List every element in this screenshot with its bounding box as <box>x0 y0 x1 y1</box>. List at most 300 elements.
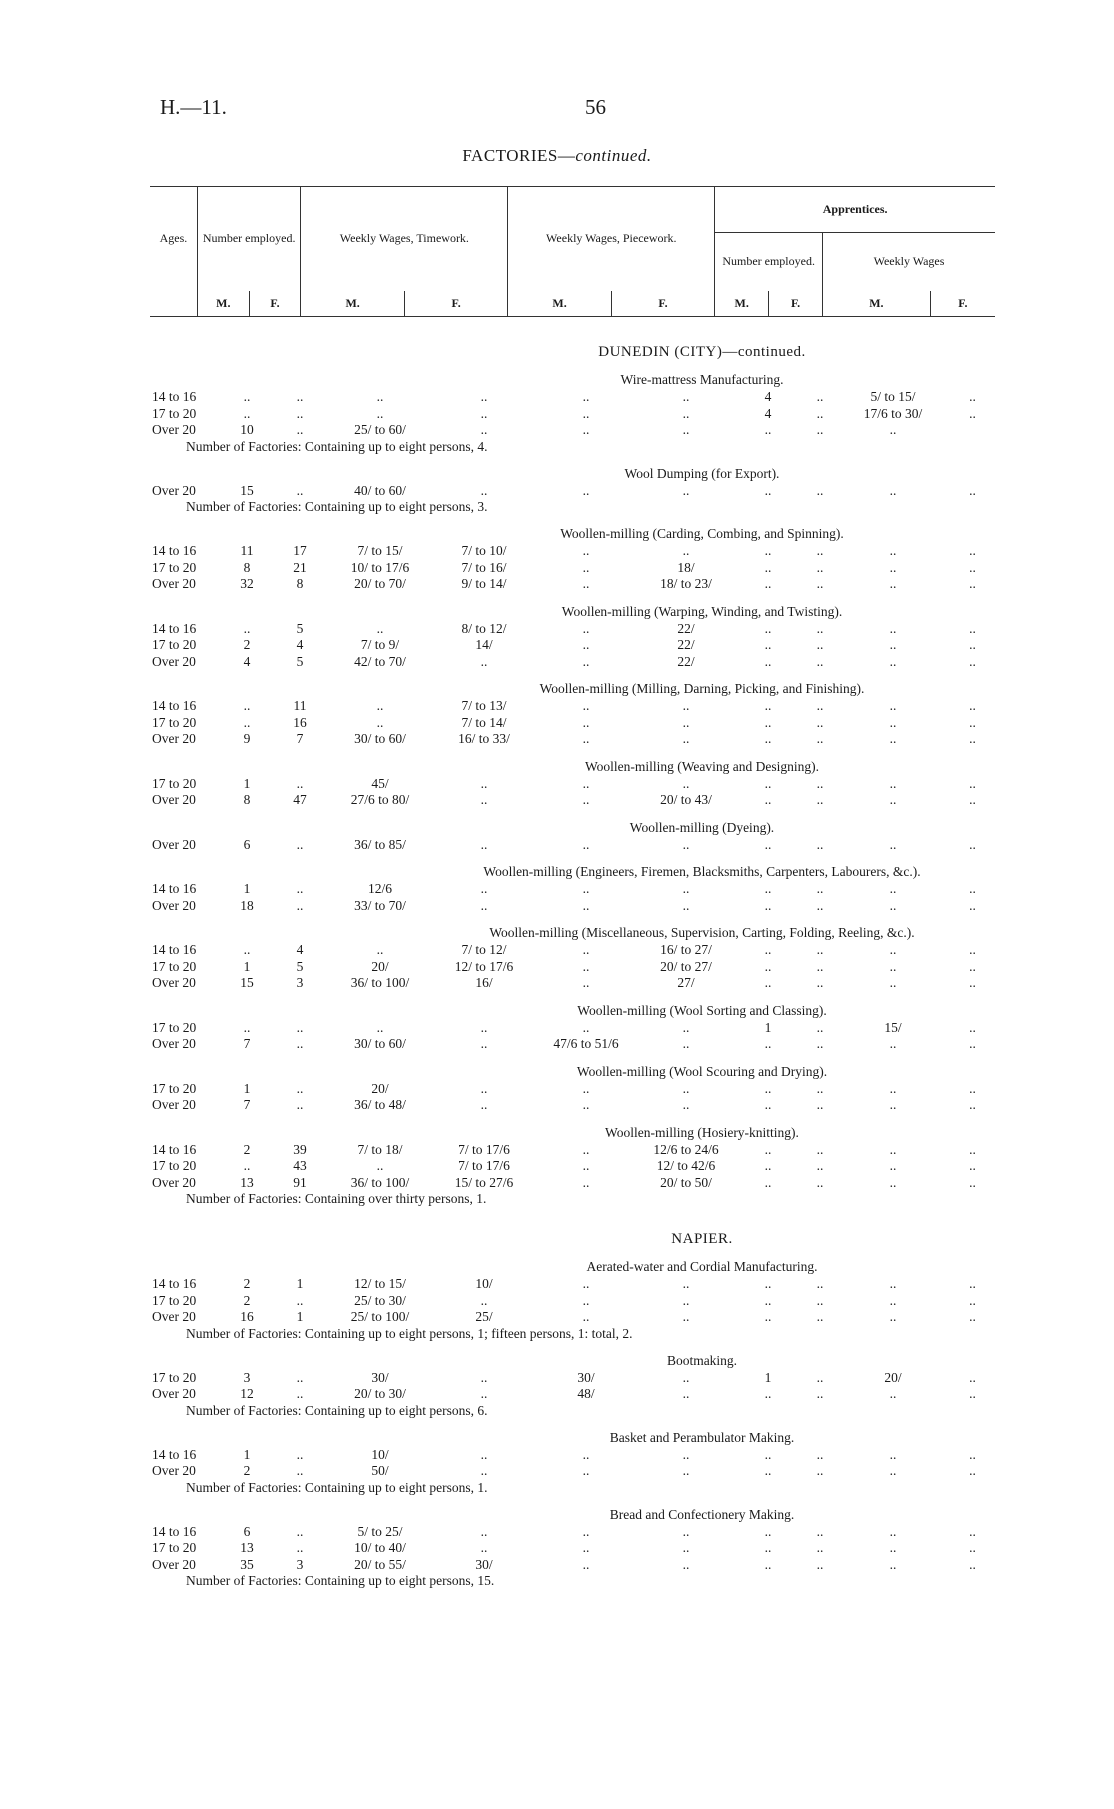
table-cell: .. <box>889 942 897 957</box>
table-cell: .. <box>296 1369 304 1385</box>
table-cell: 32 <box>240 576 254 591</box>
table-cell: .. <box>889 975 897 990</box>
table-cell: .. <box>243 1158 251 1173</box>
page-title <box>0 146 1114 166</box>
table-row <box>0 881 1114 898</box>
table-cell: .. <box>889 958 897 974</box>
table-cell: .. <box>582 1097 590 1112</box>
table-row <box>0 1276 1114 1293</box>
table-row <box>0 1309 1114 1326</box>
table-cell: 17 to 20 <box>152 958 197 974</box>
table-cell: 36/ to 85/ <box>354 836 406 852</box>
table-cell: .. <box>969 482 976 498</box>
table-cell: .. <box>480 1097 488 1112</box>
table-cell: .. <box>582 559 590 575</box>
table-cell: .. <box>889 637 897 652</box>
factory-section <box>0 1506 1114 1590</box>
table-cell: .. <box>816 731 824 746</box>
table-cell: .. <box>969 1463 976 1478</box>
table-cell: .. <box>816 653 824 669</box>
table-cell: .. <box>969 1309 976 1324</box>
table-cell: 1 <box>296 1276 304 1291</box>
table-cell: .. <box>764 897 772 913</box>
table-cell: .. <box>816 405 824 421</box>
table-cell: .. <box>682 1019 690 1035</box>
table-cell: .. <box>480 1019 488 1035</box>
table-cell: .. <box>582 881 590 896</box>
table-cell: .. <box>969 975 976 990</box>
app-number-header: Number employed. <box>715 233 823 291</box>
f-label: F. <box>769 291 823 317</box>
table-cell: .. <box>969 1080 976 1096</box>
table-cell: 17 to 20 <box>152 714 197 730</box>
table-cell: .. <box>889 482 897 498</box>
table-cell: .. <box>764 653 772 669</box>
table-cell: .. <box>296 1386 304 1401</box>
table-cell: 14/ <box>475 637 493 652</box>
table-cell: .. <box>889 559 897 575</box>
table-cell: 1 <box>764 1019 772 1035</box>
table-cell: .. <box>764 576 772 591</box>
table-cell: .. <box>296 775 304 791</box>
table-cell: .. <box>682 389 690 404</box>
table-cell: .. <box>969 698 976 713</box>
m-label: M. <box>823 291 931 317</box>
m-label: M. <box>301 291 404 317</box>
table-cell: 47 <box>293 792 307 807</box>
table-cell: .. <box>296 881 304 896</box>
table-cell: .. <box>764 1446 772 1462</box>
page-reference: H.—11. <box>160 95 227 119</box>
factory-section <box>0 1352 1114 1419</box>
table-cell: .. <box>296 1097 304 1112</box>
table-row <box>0 543 1114 560</box>
table-cell: 45/ <box>371 775 389 791</box>
table-cell: 12/6 <box>367 881 392 896</box>
table-cell: 18 <box>240 897 254 913</box>
table-cell: 12/ to 17/6 <box>454 958 514 974</box>
table-cell: .. <box>764 1141 772 1157</box>
section-title: Woollen-milling (Engineers, Firemen, Blacksmiths, Carpenters, Labourers, &c.). <box>483 864 921 879</box>
table-cell: 14 to 16 <box>152 881 197 896</box>
table-cell: .. <box>889 422 897 437</box>
factories-note: Number of Factories: Containing over thirty persons, 1. <box>186 1191 487 1206</box>
table-cell: 9 <box>243 731 251 746</box>
table-cell: .. <box>816 1523 824 1539</box>
table-cell: 22/ <box>677 620 695 636</box>
table-row <box>0 959 1114 976</box>
table-row <box>0 1370 1114 1387</box>
table-cell: .. <box>889 1080 897 1096</box>
table-cell: .. <box>480 389 488 404</box>
table-cell: .. <box>816 1369 824 1385</box>
table-cell: 27/ <box>677 975 695 990</box>
table-cell: .. <box>764 1097 772 1112</box>
table-cell: 14 to 16 <box>152 942 197 957</box>
factory-section <box>0 863 1114 914</box>
table-cell: .. <box>969 792 976 807</box>
table-cell: 15/ to 27/6 <box>454 1174 514 1190</box>
table-cell: .. <box>889 620 897 636</box>
table-cell: 17 <box>293 543 307 558</box>
table-cell: 12 <box>240 1386 254 1401</box>
table-cell: .. <box>480 1080 488 1096</box>
table-cell: .. <box>969 775 976 791</box>
table-cell: .. <box>296 1463 304 1478</box>
table-cell: .. <box>816 482 824 498</box>
factory-section <box>0 1002 1114 1053</box>
m-label: M. <box>508 291 611 317</box>
table-cell: .. <box>582 576 590 591</box>
table-cell: .. <box>376 620 384 636</box>
factory-section <box>0 1207 1114 1342</box>
table-cell: .. <box>889 1097 897 1112</box>
table-cell: .. <box>764 1158 772 1173</box>
table-cell: .. <box>969 1523 976 1539</box>
table-cell: 14 to 16 <box>152 698 197 713</box>
table-cell: .. <box>969 1019 976 1035</box>
table-cell: 18/ <box>677 559 695 575</box>
table-cell: .. <box>480 1386 488 1401</box>
table-cell: 14 to 16 <box>152 1523 197 1539</box>
table-cell: .. <box>682 1080 690 1096</box>
table-cell: .. <box>816 714 824 730</box>
table-cell: .. <box>889 1309 897 1324</box>
table-cell: 14 to 16 <box>152 389 197 404</box>
table-cell: Over 20 <box>152 731 196 746</box>
table-cell: .. <box>816 958 824 974</box>
table-cell: .. <box>969 1540 976 1555</box>
table-cell: .. <box>582 1540 590 1555</box>
table-cell: .. <box>969 1369 976 1385</box>
table-cell: 20/ to 55/ <box>354 1556 406 1572</box>
table-cell: .. <box>816 942 824 957</box>
table-cell: 17 to 20 <box>152 1019 197 1035</box>
factory-section <box>0 344 1114 455</box>
factories-note: Number of Factories: Containing up to eight persons, 1; fifteen persons, 1: total, 2. <box>186 1325 633 1341</box>
table-cell: .. <box>296 482 304 498</box>
table-row <box>0 1036 1114 1053</box>
table-cell: .. <box>764 942 772 957</box>
table-cell: .. <box>296 1292 304 1308</box>
table-cell: .. <box>816 1556 824 1572</box>
table-cell: 35 <box>240 1556 254 1572</box>
f-label: F. <box>249 291 301 317</box>
table-cell: 2 <box>243 1141 251 1157</box>
table-cell: .. <box>889 792 897 807</box>
table-cell: .. <box>682 422 690 437</box>
table-cell: .. <box>969 1141 976 1157</box>
title-suffix: continued. <box>575 146 652 165</box>
table-cell: .. <box>296 1540 304 1555</box>
table-cell: .. <box>764 1276 772 1291</box>
table-cell: .. <box>582 1556 590 1572</box>
table-cell: .. <box>889 1036 897 1051</box>
table-cell: 30/ to 60/ <box>354 1036 406 1051</box>
table-row <box>0 483 1114 500</box>
app-wages-header: Weekly Wages <box>823 233 995 291</box>
table-cell: .. <box>764 637 772 652</box>
table-cell: 7/ to 9/ <box>360 637 400 652</box>
table-cell: .. <box>969 731 976 746</box>
table-cell: .. <box>682 698 690 713</box>
table-cell: .. <box>889 1523 897 1539</box>
table-cell: .. <box>969 836 976 852</box>
factory-section <box>0 603 1114 671</box>
table-cell: .. <box>889 1386 897 1401</box>
table-cell: .. <box>682 731 690 746</box>
table-cell: .. <box>582 1019 590 1035</box>
table-cell: 7 <box>243 1097 251 1112</box>
apprentices-header: Apprentices. <box>715 187 995 233</box>
table-cell: .. <box>969 942 976 957</box>
table-cell: 47/6 to 51/6 <box>553 1036 619 1051</box>
table-cell: .. <box>480 422 488 437</box>
table-cell: 11 <box>293 698 307 713</box>
table-cell: .. <box>889 731 897 746</box>
table-cell: 20/ to 50/ <box>660 1174 712 1190</box>
table-cell: 13 <box>240 1174 254 1190</box>
table-cell: .. <box>764 559 772 575</box>
table-cell: .. <box>764 731 772 746</box>
table-cell: 6 <box>243 1523 251 1539</box>
table-cell: 1 <box>243 1080 251 1096</box>
table-cell: .. <box>764 792 772 807</box>
table-cell: 12/ to 15/ <box>354 1276 406 1291</box>
table-cell: .. <box>480 897 488 913</box>
table-row <box>0 1447 1114 1464</box>
table-cell: 39 <box>293 1141 307 1157</box>
table-cell: 12/6 to 24/6 <box>653 1141 719 1157</box>
factories-note: Number of Factories: Containing up to eight persons, 15. <box>186 1573 495 1588</box>
table-cell: 10 <box>240 422 254 437</box>
table-cell: .. <box>969 1292 976 1308</box>
table-row <box>0 422 1114 439</box>
table-cell: .. <box>480 1446 488 1462</box>
table-row <box>0 1463 1114 1480</box>
factories-note: Number of Factories: Containing up to eight persons, 3. <box>186 499 488 514</box>
section-title: Woollen-milling (Carding, Combing, and Spinning). <box>560 526 844 541</box>
table-cell: 36/ to 100/ <box>350 975 410 990</box>
table-row <box>0 1020 1114 1037</box>
table-cell: .. <box>764 1463 772 1478</box>
m-label: M. <box>715 291 769 317</box>
table-cell: .. <box>582 405 590 421</box>
table-row <box>0 1158 1114 1175</box>
table-cell: .. <box>480 1540 488 1555</box>
table-row <box>0 975 1114 992</box>
table-cell: 17 to 20 <box>152 1540 197 1555</box>
table-cell: 20/ <box>371 958 389 974</box>
table-cell: .. <box>816 1463 824 1478</box>
table-cell: .. <box>889 1556 897 1572</box>
table-cell: 5/ to 25/ <box>357 1523 403 1539</box>
table-cell: 2 <box>243 1276 251 1291</box>
table-cell: .. <box>682 405 690 421</box>
table-cell: 14 to 16 <box>152 543 197 558</box>
table-cell: .. <box>764 836 772 852</box>
table-cell: 7/ to 14/ <box>461 714 507 730</box>
table-cell: .. <box>682 775 690 791</box>
factory-section <box>0 1063 1114 1114</box>
table-cell: .. <box>296 836 304 852</box>
table-cell: .. <box>764 1080 772 1096</box>
table-cell: 8 <box>243 559 251 575</box>
table-cell: .. <box>682 881 690 896</box>
f-label: F. <box>404 291 507 317</box>
section-title: Wire-mattress Manufacturing. <box>620 372 784 387</box>
ages-header: Ages. <box>150 187 197 291</box>
table-row <box>0 1142 1114 1159</box>
section-title: Bootmaking. <box>666 1352 738 1368</box>
table-cell: .. <box>582 714 590 730</box>
table-row <box>0 898 1114 915</box>
table-cell: .. <box>764 1036 772 1051</box>
table-cell: .. <box>682 1276 690 1291</box>
table-cell: 5 <box>296 620 304 636</box>
table-cell: .. <box>764 881 772 896</box>
table-cell: .. <box>889 1158 897 1173</box>
table-cell: .. <box>889 1540 897 1555</box>
table-cell: .. <box>582 1158 590 1173</box>
table-cell: .. <box>480 1036 488 1051</box>
table-cell: .. <box>969 881 976 896</box>
table-cell: .. <box>582 942 590 957</box>
table-cell: .. <box>969 1446 976 1462</box>
table-cell: .. <box>969 1036 976 1051</box>
table-cell: 8 <box>243 792 251 807</box>
table-cell: .. <box>764 698 772 713</box>
table-cell: .. <box>376 389 384 404</box>
table-row <box>0 731 1114 748</box>
number-employed-header: Number employed. <box>197 187 300 291</box>
table-cell: 10/ to 40/ <box>354 1540 406 1555</box>
table-cell: .. <box>764 620 772 636</box>
table-cell: .. <box>889 836 897 852</box>
table-cell: .. <box>682 1540 690 1555</box>
table-cell: .. <box>582 792 590 807</box>
table-cell: .. <box>889 576 897 591</box>
section-title: Bread and Confectionery Making. <box>609 1506 795 1522</box>
table-cell: 10/ <box>371 1446 389 1462</box>
section-title: Woollen-milling (Miscellaneous, Supervision, Carting, Folding, Reeling, &c.). <box>489 925 915 940</box>
table-cell: .. <box>582 975 590 990</box>
table-cell: .. <box>682 1309 690 1324</box>
table-cell: .. <box>296 1036 304 1051</box>
table-cell: 91 <box>293 1174 307 1190</box>
section-title: Woollen-milling (Wool Scouring and Drying). <box>576 1063 828 1079</box>
table-cell: .. <box>816 422 824 437</box>
table-cell: .. <box>889 1276 897 1291</box>
table-cell: .. <box>969 1556 976 1572</box>
section-title: Woollen-milling (Hosiery-knitting). <box>605 1124 799 1140</box>
table-cell: .. <box>582 620 590 636</box>
table-row <box>0 837 1114 854</box>
table-cell: 14 to 16 <box>152 1446 197 1462</box>
table-cell: 16 <box>240 1309 254 1324</box>
table-cell: .. <box>764 1386 772 1401</box>
table-cell: .. <box>764 1540 772 1555</box>
table-cell: .. <box>764 543 772 558</box>
table-cell: .. <box>376 714 384 730</box>
table-cell: .. <box>889 653 897 669</box>
table-cell: .. <box>296 1019 304 1035</box>
table-cell: 20/ <box>884 1369 902 1385</box>
table-cell: 22/ <box>677 653 695 669</box>
factory-section <box>0 1429 1114 1496</box>
table-cell: .. <box>969 958 976 974</box>
table-cell: .. <box>764 714 772 730</box>
table-cell: .. <box>480 1523 488 1539</box>
table-cell: 14 to 16 <box>152 620 197 636</box>
table-cell: 1 <box>243 881 251 896</box>
table-cell: .. <box>889 1141 897 1157</box>
table-cell: .. <box>889 1174 897 1190</box>
table-cell: .. <box>682 1369 690 1385</box>
table-cell: .. <box>682 836 690 852</box>
place-heading: NAPIER. <box>671 1231 733 1247</box>
f-label: F. <box>611 291 714 317</box>
table-cell: 48/ <box>577 1386 595 1401</box>
section-title: Woollen-milling (Weaving and Designing). <box>584 758 820 774</box>
table-cell: 27/6 to 80/ <box>350 792 410 807</box>
table-cell: .. <box>682 1386 690 1401</box>
table-cell: 3 <box>296 975 304 990</box>
table-cell: 7/ to 17/6 <box>458 1158 510 1173</box>
table-cell: .. <box>969 714 976 730</box>
f-label: F. <box>930 291 995 317</box>
table-cell: .. <box>582 653 590 669</box>
table-cell: .. <box>376 1158 384 1173</box>
table-cell: .. <box>682 1463 690 1478</box>
table-cell: 15/ <box>884 1019 902 1035</box>
table-cell: 5 <box>296 958 304 974</box>
table-cell: .. <box>764 1523 772 1539</box>
factory-section <box>0 525 1114 593</box>
table-cell: .. <box>682 543 690 558</box>
table-cell: 12/ to 42/6 <box>656 1158 716 1173</box>
factories-note: Number of Factories: Containing up to eight persons, 6. <box>186 1402 488 1418</box>
table-cell: .. <box>889 1446 897 1462</box>
table-cell: .. <box>969 637 976 652</box>
table-cell: 4 <box>296 942 304 957</box>
table-cell: 30/ <box>475 1556 493 1572</box>
table-cell: .. <box>816 389 824 404</box>
table-cell: 20/ to 27/ <box>660 958 712 974</box>
table-cell: 2 <box>243 1292 251 1308</box>
table-cell: .. <box>582 698 590 713</box>
table-cell: .. <box>243 942 251 957</box>
table-cell: .. <box>582 1309 590 1324</box>
table-cell: .. <box>816 698 824 713</box>
table-cell: Over 20 <box>152 1097 196 1112</box>
page-number: 56 <box>585 95 606 119</box>
table-cell: .. <box>816 775 824 791</box>
table-cell: 40/ to 60/ <box>354 482 406 498</box>
table-cell: 7/ to 12/ <box>461 942 507 957</box>
table-cell: 7 <box>296 731 304 746</box>
table-cell: .. <box>682 714 690 730</box>
table-row <box>0 389 1114 406</box>
table-cell: .. <box>816 1036 824 1051</box>
table-cell: .. <box>582 482 590 498</box>
table-cell: .. <box>816 1158 824 1173</box>
table-cell: 13 <box>240 1540 254 1555</box>
table-cell: .. <box>682 1097 690 1112</box>
factory-section <box>0 1124 1114 1208</box>
table-cell: Over 20 <box>152 897 196 913</box>
table-cell: .. <box>816 1080 824 1096</box>
